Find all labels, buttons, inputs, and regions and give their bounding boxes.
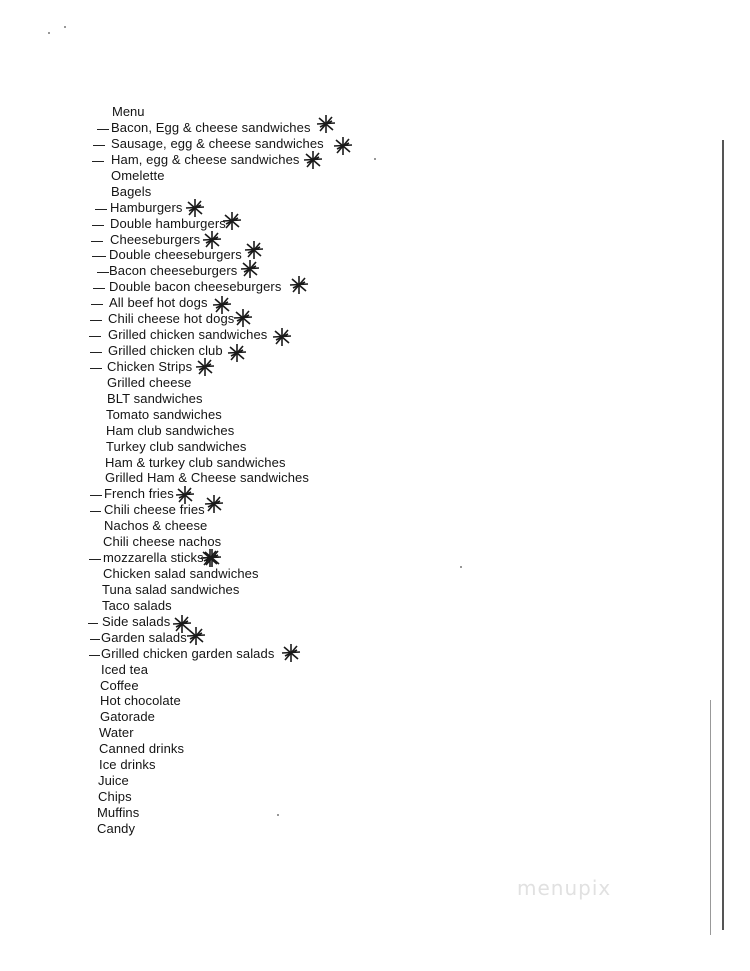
menu-item: Side salads (102, 614, 171, 629)
handwritten-dash-mark (97, 272, 109, 273)
menu-item: Hot chocolate (100, 693, 181, 708)
handwritten-star-icon (240, 259, 260, 279)
handwritten-star-icon (227, 343, 247, 363)
handwritten-dash-mark (91, 304, 103, 305)
handwritten-dash-mark (90, 639, 100, 640)
menu-item: Grilled Ham & Cheese sandwiches (105, 470, 309, 485)
menu-item: Coffee (100, 678, 139, 693)
handwritten-star-icon (204, 494, 224, 514)
handwritten-star-icon (316, 114, 336, 134)
handwritten-dash-mark (90, 352, 102, 353)
handwritten-star-icon (202, 230, 222, 250)
menu-item: French fries (104, 486, 174, 501)
scan-speck (374, 158, 376, 160)
menu-item: Candy (97, 821, 136, 836)
handwritten-star-icon (281, 643, 301, 663)
menu-item: Omelette (111, 168, 165, 183)
menu-item: Ham & turkey club sandwiches (105, 455, 286, 470)
page-edge-line (722, 140, 724, 930)
menu-item: Double cheeseburgers (109, 247, 242, 262)
menu-item: Turkey club sandwiches (106, 439, 247, 454)
menu-item: Chips (98, 789, 132, 804)
handwritten-star-icon (212, 295, 232, 315)
handwritten-star-icon (244, 240, 264, 260)
menu-item: Ham, egg & cheese sandwiches (111, 152, 300, 167)
handwritten-dash-mark (92, 161, 104, 162)
handwritten-star-icon (272, 327, 292, 347)
menu-item: Iced tea (101, 662, 149, 677)
menu-item: Water (99, 725, 134, 740)
handwritten-star-icon (186, 626, 206, 646)
scan-speck (460, 566, 462, 568)
menu-item: Chili cheese hot dogs (108, 311, 235, 326)
menu-item: Ham club sandwiches (106, 423, 235, 438)
menu-item: Grilled chicken garden salads (101, 646, 275, 661)
menu-item: All beef hot dogs (109, 295, 208, 310)
handwritten-dash-mark (90, 495, 102, 496)
handwritten-star-icon (185, 198, 205, 218)
handwritten-dash-mark (90, 511, 101, 512)
menu-item: Bacon cheeseburgers (109, 263, 238, 278)
menu-item: mozzarella sticks (103, 550, 204, 565)
menu-title: Menu (112, 104, 145, 119)
handwritten-star-icon (200, 548, 220, 568)
menu-item: Tuna salad sandwiches (102, 582, 240, 597)
menu-item: Juice (98, 773, 129, 788)
handwritten-dash-mark (95, 209, 107, 210)
handwritten-star-icon (195, 357, 215, 377)
menu-item: Bagels (111, 184, 152, 199)
menupix-watermark: menupix (517, 876, 612, 900)
menu-item: Grilled chicken sandwiches (108, 327, 268, 342)
menu-item: Canned drinks (99, 741, 185, 756)
menu-item: Chili cheese nachos (103, 534, 222, 549)
page-edge-line-faint (710, 700, 711, 935)
handwritten-dash-mark (93, 145, 105, 146)
menu-item: Chicken Strips (107, 359, 193, 374)
menu-item: Ice drinks (99, 757, 156, 772)
handwritten-star-icon (333, 136, 353, 156)
menu-item: Nachos & cheese (104, 518, 208, 533)
handwritten-dash-mark (89, 559, 101, 560)
scan-speck (277, 814, 279, 816)
menu-item: Gatorade (100, 709, 156, 724)
menu-item: Chicken salad sandwiches (103, 566, 259, 581)
handwritten-dash-mark (92, 225, 104, 226)
menu-item: Chili cheese fries (104, 502, 205, 517)
menu-item: Taco salads (102, 598, 172, 613)
menu-item: Garden salads (101, 630, 187, 645)
handwritten-star-icon (233, 308, 253, 328)
menu-item: Bacon, Egg & cheese sandwiches (111, 120, 311, 135)
menu-item: Grilled cheese (107, 375, 192, 390)
handwritten-star-icon (303, 150, 323, 170)
menu-item: BLT sandwiches (107, 391, 203, 406)
menu-item: Double bacon cheeseburgers (109, 279, 282, 294)
handwritten-dash-mark (91, 241, 103, 242)
handwritten-dash-mark (89, 655, 100, 656)
handwritten-dash-mark (90, 320, 102, 321)
menu-item: Cheeseburgers (110, 232, 201, 247)
handwritten-dash-mark (90, 368, 102, 369)
menu-item: Grilled chicken club (108, 343, 223, 358)
menu-item: Double hamburgers (110, 216, 226, 231)
menu-item: Hamburgers (110, 200, 183, 215)
scan-speck (64, 26, 66, 28)
handwritten-star-icon (175, 485, 195, 505)
handwritten-star-icon (222, 211, 242, 231)
handwritten-dash-mark (93, 288, 105, 289)
handwritten-dash-mark (88, 623, 98, 624)
menu-item: Sausage, egg & cheese sandwiches (111, 136, 324, 151)
scan-speck (48, 32, 50, 34)
handwritten-dash-mark (97, 129, 109, 130)
handwritten-dash-mark (89, 336, 101, 337)
menu-item: Tomato sandwiches (106, 407, 222, 422)
handwritten-dash-mark (92, 256, 106, 257)
handwritten-star-icon (289, 275, 309, 295)
menu-item: Muffins (97, 805, 140, 820)
